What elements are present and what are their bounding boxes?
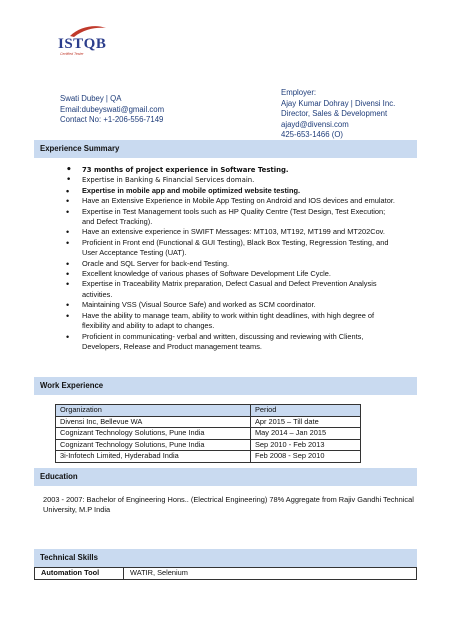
- table-row: [35, 568, 417, 580]
- list-item: • Maintaining VSS (Visual Source Safe) and worked as SCM coordinator.: [66, 300, 396, 310]
- period-cell: Apr 2015 – Till date: [251, 416, 361, 428]
- experience-summary-list: [66, 165, 396, 352]
- organization-cell: 3i-Infotech Limited, Hyderabad India: [56, 451, 251, 463]
- table-header-row: [56, 405, 361, 417]
- candidate-name: Swati Dubey | QA: [60, 94, 122, 103]
- period-cell: Sep 2010 - Feb 2013: [251, 439, 361, 451]
- work-experience-table: [55, 404, 361, 463]
- employer-title: Director, Sales & Development: [281, 109, 388, 118]
- list-item: • 73 months of project experience in Software Testing.: [66, 165, 396, 175]
- list-item: • Oracle and SQL Server for back-end Testing.: [66, 259, 396, 269]
- candidate-contact: [60, 94, 164, 126]
- employer-name: Ajay Kumar Dohray | Divensi Inc.: [281, 98, 396, 108]
- list-item: • Proficient in Front end (Functional & GUI Testing), Black Box Testing, Regression Testing, and User Acceptance Testing (UAT).: [66, 238, 396, 259]
- list-item: • Have an Extensive Experience in Mobile App Testing on Android and IOS devices and emulator.: [66, 196, 396, 206]
- period-cell: May 2014 – Jan 2015: [251, 428, 361, 440]
- list-item: • Expertise in mobile app and mobile optimized website testing.: [66, 186, 396, 196]
- list-item: • Have an extensive experience in SWIFT Messages: MT103, MT192, MT199 and MT202Cov.: [66, 227, 396, 237]
- logo-text: ISTQB: [58, 36, 107, 52]
- organization-cell: Divensi Inc, Bellevue WA: [56, 416, 251, 428]
- table-row: [56, 416, 361, 428]
- list-item: • Expertise in Traceability Matrix preparation, Defect Casual and Defect Prevention Analysis activities.: [66, 279, 396, 300]
- skill-value-cell: WATIR, Selenium: [124, 568, 417, 580]
- list-item: • Expertise in Test Management tools such as HP Quality Centre (Test Design, Test Execution; and Defect Tracking).: [66, 207, 396, 228]
- candidate-phone: Contact No: +1-206-556-7149: [60, 115, 164, 124]
- list-item: • Have the ability to manage team, ability to work within tight deadlines, with high degree of flexibility and ability to adapt to changes.: [66, 311, 396, 332]
- column-header-period: Period: [251, 405, 361, 417]
- experience-summary-heading: Experience Summary: [34, 140, 417, 158]
- organization-cell: Cognizant Technology Solutions, Pune India: [56, 439, 251, 451]
- logo-subtitle: Certified Tester: [60, 52, 84, 56]
- table-row: [56, 439, 361, 451]
- list-item: • Expertise in Banking & Financial Services domain.: [66, 175, 396, 185]
- istqb-logo: [54, 24, 114, 58]
- education-text: 2003 - 2007: Bachelor of Engineering Hons.. (Electrical Engineering) 78% Aggregate from Rajiv Gandhi Technical University, M.P India: [43, 495, 414, 515]
- employer-phone: 425-653-1466 (O): [281, 130, 343, 139]
- candidate-email[interactable]: Email:dubeyswati@gmail.com: [60, 104, 165, 114]
- organization-cell: Cognizant Technology Solutions, Pune India: [56, 428, 251, 440]
- employer-heading: Employer:: [281, 88, 317, 97]
- column-header-organization: Organization: [56, 405, 251, 417]
- employer-email[interactable]: ajayd@divensi.com: [281, 119, 349, 129]
- technical-skills-table: [34, 567, 417, 580]
- list-item: • Excellent knowledge of various phases of Software Development Life Cycle.: [66, 269, 396, 279]
- list-item: • Proficient in communicating- verbal and written, discussing and reviewing with Clients, Developers, Release and Product management teams.: [66, 332, 396, 353]
- skill-category-cell: Automation Tool: [35, 568, 124, 580]
- employer-contact: [281, 88, 395, 141]
- work-experience-heading: Work Experience: [34, 377, 417, 395]
- period-cell: Feb 2008 - Sep 2010: [251, 451, 361, 463]
- technical-skills-heading: Technical Skills: [34, 549, 417, 567]
- table-row: [56, 451, 361, 463]
- education-heading: Education: [34, 468, 417, 486]
- table-row: [56, 428, 361, 440]
